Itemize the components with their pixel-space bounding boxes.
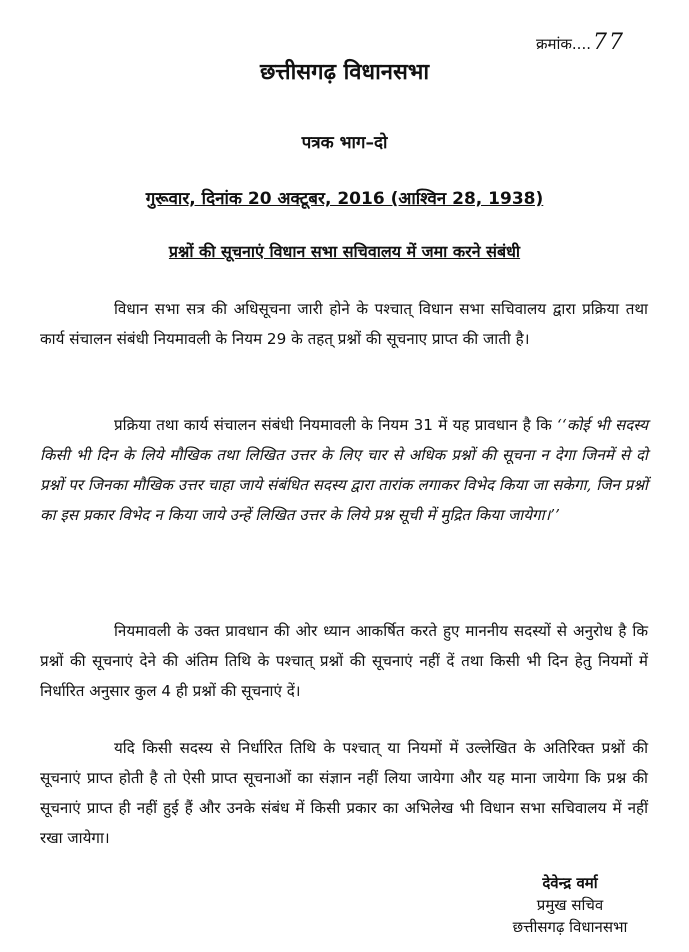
signatory-office: छत्तीसगढ़ विधानसभा — [512, 918, 628, 936]
subject-text: प्रश्नों की सूचनाएं विधान सभा सचिवालय में जमा करने संबंधी — [168, 242, 521, 261]
paragraph-3: नियमावली के उक्त प्रावधान की ओर ध्यान आकर्षित करते हुए माननीय सदस्यों से अनुरोध है कि प्रश्नों की सूचनाएं देने की अंतिम तिथि के पश्चात् प्रश्नों की सूचनाएं नहीं दें तथा किसी भी दिन हेतु नियमों में निर्धारित अनुसार कुल 4 ही प्रश्नों की सूचनाएं दें। — [40, 622, 648, 700]
paragraph-2 — [40, 410, 648, 530]
serial-number-block — [536, 30, 625, 55]
serial-separator: .... — [571, 35, 591, 53]
date-line-text: गुरूवार, दिनांक 20 अक्टूबर, 2016 (आश्विन 28, 1938) — [145, 189, 544, 209]
document-title: छत्तीसगढ़ विधानसभा — [259, 60, 430, 85]
paragraph-2-intro: प्रक्रिया तथा कार्य संचालन संबंधी नियमावली के नियम 31 में यह प्रावधान है कि — [114, 416, 552, 434]
paragraph-4: यदि किसी सदस्य से निर्धारित तिथि के पश्चात् या नियमों में उल्लेखित के अतिरिक्त प्रश्नों की सूचनाएं प्राप्त होती है तो ऐसी प्राप्त सूचनाओं का संज्ञान नहीं लिया जायेगा और यह माना जायेगा कि प्रश्न की सूचनाएं प्राप्त ही नहीं हुई हैं और उनके संबंध में किसी प्रकार का अभिलेख भी विधान सभा सचिवालय में नहीं रखा जायेगा। — [40, 739, 648, 847]
subject-heading — [0, 240, 689, 262]
date-line — [0, 186, 689, 209]
rule-31-quote: ‘‘कोई भी सदस्य किसी भी दिन के लिये मौखिक तथा लिखित उत्तर के लिए चार से अधिक प्रश्नों की सूचना न देगा जिनमें से दो प्रश्नों पर जिनका मौखिक उत्तर चाहा जाये संबंधित सदस्य द्वारा तारांक लगाकर विभेद किया जा सकेगा, जिन प्रश्नों का इस प्रकार विभेद न किया जाये उन्हें लिखित उत्तर के लिये प्रश्न सूची में मुद्रित किया जायेगा।’’ — [40, 416, 649, 524]
signature-block — [470, 872, 670, 938]
serial-label: क्रमांक — [536, 35, 572, 53]
serial-number-handwritten: 77 — [592, 30, 625, 55]
bulletin-part: पत्रक भाग–दो — [301, 133, 388, 153]
signatory-designation: प्रमुख सचिव — [536, 896, 604, 914]
paragraph-1: विधान सभा सत्र की अधिसूचना जारी होने के पश्चात् विधान सभा सचिवालय द्वारा प्रक्रिया तथा कार्य संचालन संबंधी नियमावली के नियम 29 के तहत् प्रश्नों की सूचनाए प्राप्त की जाती है। — [40, 300, 648, 348]
signatory-name: देवेन्द्र वर्मा — [542, 874, 598, 892]
